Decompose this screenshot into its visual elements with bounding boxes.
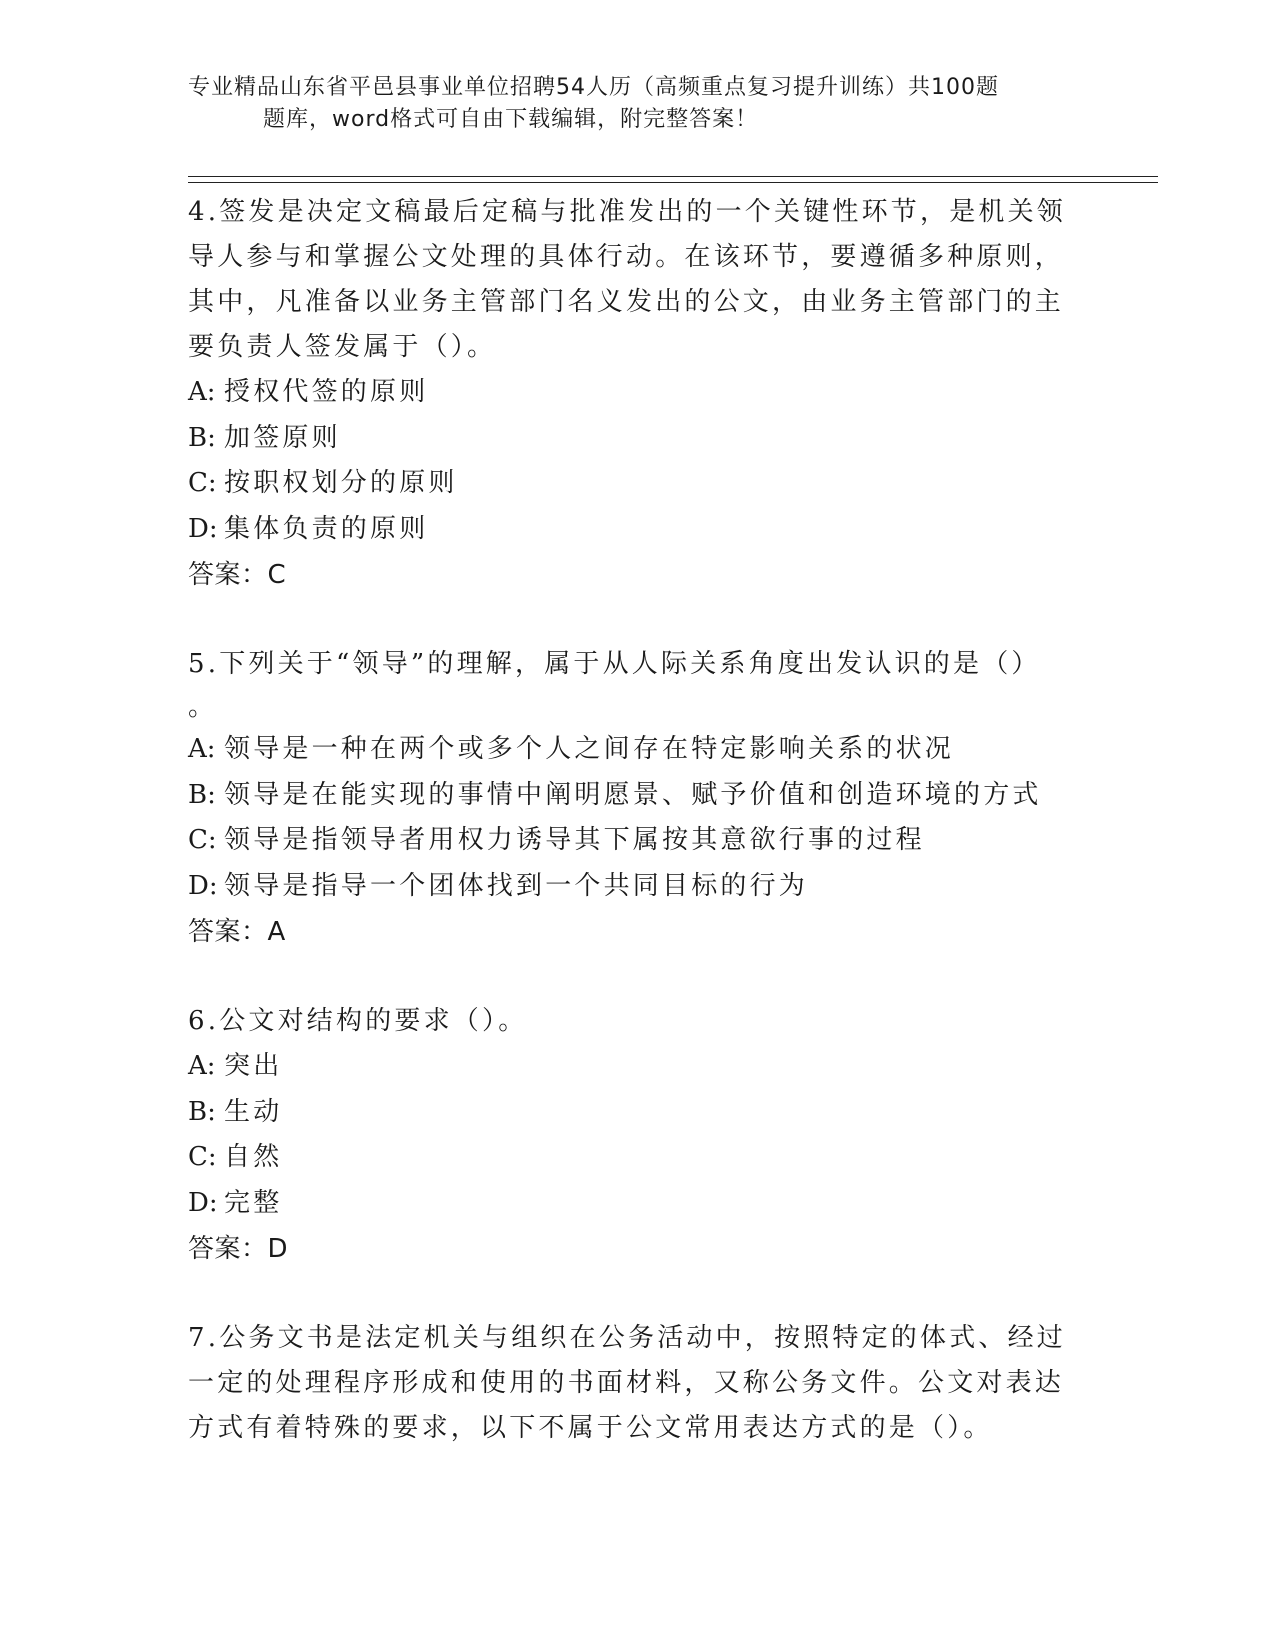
option-letter: B: bbox=[188, 422, 216, 453]
question-line: 一定的处理程序形成和使用的书面材料，又称公务文件。公文对表达 bbox=[188, 1368, 1065, 1398]
option-text: 领导是指领导者用权力诱导其下属按其意欲行事的过程 bbox=[224, 825, 925, 855]
option-c bbox=[188, 461, 1088, 507]
question-text bbox=[188, 1316, 1088, 1451]
option-letter: D: bbox=[188, 1187, 218, 1218]
option-letter: D: bbox=[188, 513, 218, 544]
option-c bbox=[188, 1135, 1088, 1181]
answer-line: 答案：D bbox=[188, 1234, 289, 1264]
header-title-line-1: 专业精品山东省平邑县事业单位招聘54人历（高频重点复习提升训练）共100题 bbox=[188, 75, 999, 100]
option-text: 领导是一种在两个或多个人之间存在特定影响关系的状况 bbox=[224, 734, 955, 764]
option-letter: D: bbox=[188, 870, 218, 901]
option-letter: C: bbox=[188, 1142, 217, 1172]
header-rule-bottom bbox=[188, 182, 1158, 183]
option-text: 领导是在能实现的事情中阐明愿景、赋予价值和创造环境的方式 bbox=[224, 779, 1042, 810]
question-line: 4.签发是决定文稿最后定稿与批准发出的一个关键性环节，是机关领 bbox=[188, 197, 1067, 227]
option-text: 集体负责的原则 bbox=[224, 513, 429, 544]
option-text: 加签原则 bbox=[224, 422, 341, 453]
option-d bbox=[188, 507, 1088, 553]
option-letter: C: bbox=[188, 468, 217, 498]
option-letter: C: bbox=[188, 825, 217, 855]
option-letter: B: bbox=[188, 1096, 216, 1127]
question-line: 7.公务文书是法定机关与组织在公务活动中，按照特定的体式、经过 bbox=[188, 1323, 1067, 1353]
answer-line: 答案：C bbox=[188, 560, 287, 590]
option-text: 领导是指导一个团体找到一个共同目标的行为 bbox=[224, 870, 809, 901]
option-text: 生动 bbox=[224, 1096, 283, 1127]
question-line: 。 bbox=[188, 692, 215, 722]
question-line: 要负责人签发属于（）。 bbox=[188, 332, 497, 362]
option-text: 突出 bbox=[224, 1051, 283, 1081]
option-letter: A: bbox=[188, 1051, 216, 1081]
question-line: 导人参与和掌握公文处理的具体行动。在该环节，要遵循多种原则， bbox=[188, 242, 1065, 272]
question-block bbox=[188, 642, 1088, 955]
option-a bbox=[188, 1044, 1088, 1090]
option-letter: B: bbox=[188, 779, 216, 810]
question-text bbox=[188, 642, 1088, 687]
question-spacer bbox=[188, 598, 1088, 642]
question-line: 其中，凡准备以业务主管部门名义发出的公文，由业务主管部门的主 bbox=[188, 287, 1065, 317]
option-b bbox=[188, 1090, 1088, 1136]
question-line: 方式有着特殊的要求，以下不属于公文常用表达方式的是（）。 bbox=[188, 1413, 993, 1443]
question-list bbox=[188, 190, 1088, 1451]
option-b bbox=[188, 773, 1088, 819]
document-header bbox=[188, 72, 1088, 136]
question-line: 6.公文对结构的要求（）。 bbox=[188, 1006, 528, 1036]
question-text bbox=[188, 190, 1088, 370]
option-b bbox=[188, 416, 1088, 462]
question-spacer bbox=[188, 1272, 1088, 1316]
option-d bbox=[188, 864, 1088, 910]
option-letter: A: bbox=[188, 734, 216, 764]
option-text: 按职权划分的原则 bbox=[224, 468, 458, 498]
option-letter: A: bbox=[188, 377, 216, 407]
answer-line: 答案：A bbox=[188, 917, 286, 947]
question-line: 5.下列关于“领导”的理解，属于从人际关系角度出发认识的是（） bbox=[188, 649, 1041, 679]
question-block bbox=[188, 999, 1088, 1272]
option-text: 完整 bbox=[224, 1187, 283, 1218]
option-d bbox=[188, 1181, 1088, 1227]
question-spacer bbox=[188, 955, 1088, 999]
header-title-line-2: 题库，word格式可自由下载编辑，附完整答案！ bbox=[263, 107, 759, 132]
option-text: 自然 bbox=[224, 1142, 283, 1172]
option-c bbox=[188, 818, 1088, 864]
option-a bbox=[188, 370, 1088, 416]
question-block bbox=[188, 1316, 1088, 1451]
option-a bbox=[188, 727, 1088, 773]
question-block bbox=[188, 190, 1088, 598]
question-text bbox=[188, 999, 1088, 1044]
option-text: 授权代签的原则 bbox=[224, 377, 429, 407]
header-rule-top bbox=[188, 176, 1158, 177]
